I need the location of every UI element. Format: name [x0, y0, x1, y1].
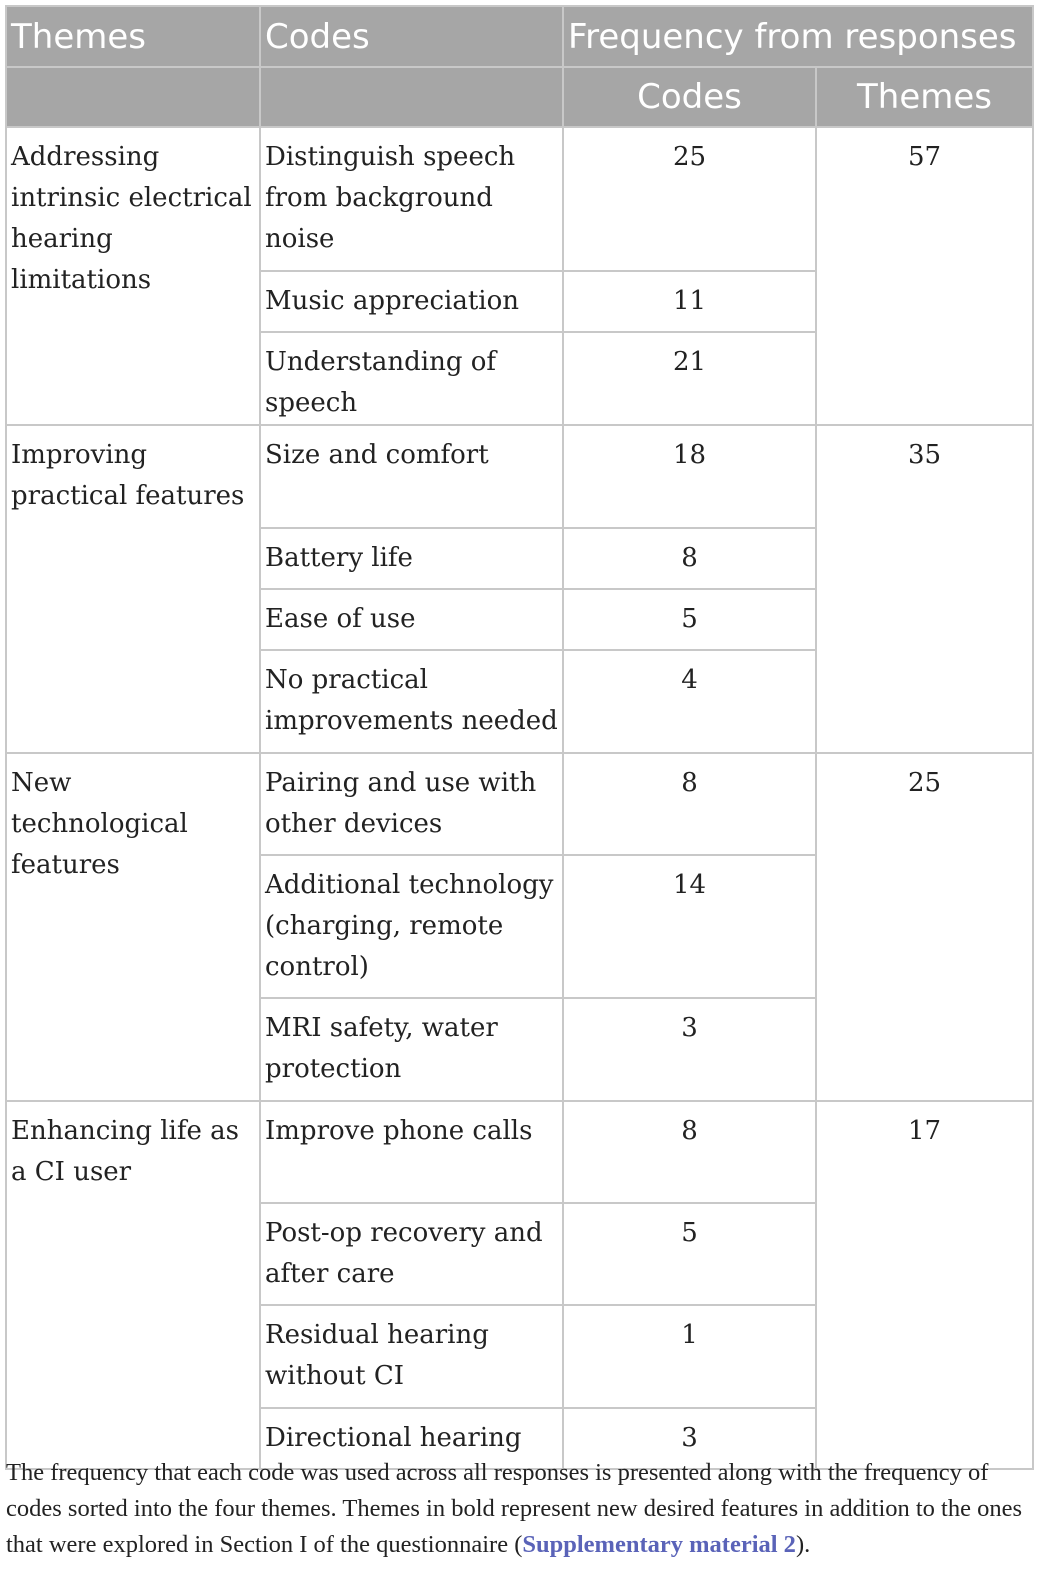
subheader-themes: Themes	[816, 67, 1033, 127]
code-cell: Directional hearing	[260, 1408, 563, 1469]
table-footnote	[6, 1455, 1036, 1563]
header-codes: Codes	[260, 6, 563, 67]
code-count: 4	[563, 650, 816, 753]
code-count: 3	[563, 1408, 816, 1469]
code-cell: MRI safety, water protection	[260, 998, 563, 1101]
code-cell: Ease of use	[260, 589, 563, 650]
code-count: 8	[563, 1101, 816, 1203]
subheader-codes: Codes	[563, 67, 816, 127]
code-cell: Improve phone calls	[260, 1101, 563, 1203]
table-row	[6, 425, 1033, 528]
code-count: 8	[563, 528, 816, 589]
code-cell: Understanding of speech	[260, 332, 563, 425]
theme-total: 25	[816, 753, 1033, 1101]
header-themes: Themes	[6, 6, 260, 67]
table-row	[6, 127, 1033, 271]
code-count: 5	[563, 589, 816, 650]
code-cell: Distinguish speech from background noise	[260, 127, 563, 271]
code-count: 1	[563, 1305, 816, 1408]
code-cell: Additional technology (charging, remote control)	[260, 855, 563, 998]
code-count: 5	[563, 1203, 816, 1305]
theme-cell: Improving practical features	[6, 425, 260, 753]
theme-cell: Addressing intrinsic electrical hearing limitations	[6, 127, 260, 425]
code-cell: No practical improvements needed	[260, 650, 563, 753]
code-count: 11	[563, 271, 816, 332]
supplementary-material-link[interactable]: Supplementary material 2	[522, 1531, 796, 1558]
table-row	[6, 1101, 1033, 1203]
code-count: 3	[563, 998, 816, 1101]
footnote-text: The frequency that each code was used across all responses is presented along with the frequency of codes sorted into the four themes. Themes in bold represent new desired features in addition to the ones that were explored in Section I of the questionnaire (	[6, 1459, 1023, 1558]
code-count: 21	[563, 332, 816, 425]
code-count: 8	[563, 753, 816, 855]
theme-cell: Enhancing life as a CI user	[6, 1101, 260, 1469]
code-cell: Post-op recovery and after care	[260, 1203, 563, 1305]
code-cell: Residual hearing without CI	[260, 1305, 563, 1408]
themes-codes-table	[5, 5, 1034, 1470]
header-frequency: Frequency from responses	[563, 6, 1033, 67]
theme-total: 17	[816, 1101, 1033, 1469]
table-row	[6, 753, 1033, 855]
code-cell: Music appreciation	[260, 271, 563, 332]
code-cell: Pairing and use with other devices	[260, 753, 563, 855]
code-cell: Battery life	[260, 528, 563, 589]
code-count: 25	[563, 127, 816, 271]
code-cell: Size and comfort	[260, 425, 563, 528]
footnote-text-end: ).	[795, 1531, 811, 1558]
theme-cell: New technological features	[6, 753, 260, 1101]
header-blank-codes	[260, 67, 563, 127]
theme-total: 35	[816, 425, 1033, 753]
code-count: 14	[563, 855, 816, 998]
header-blank-themes	[6, 67, 260, 127]
code-count: 18	[563, 425, 816, 528]
theme-total: 57	[816, 127, 1033, 425]
